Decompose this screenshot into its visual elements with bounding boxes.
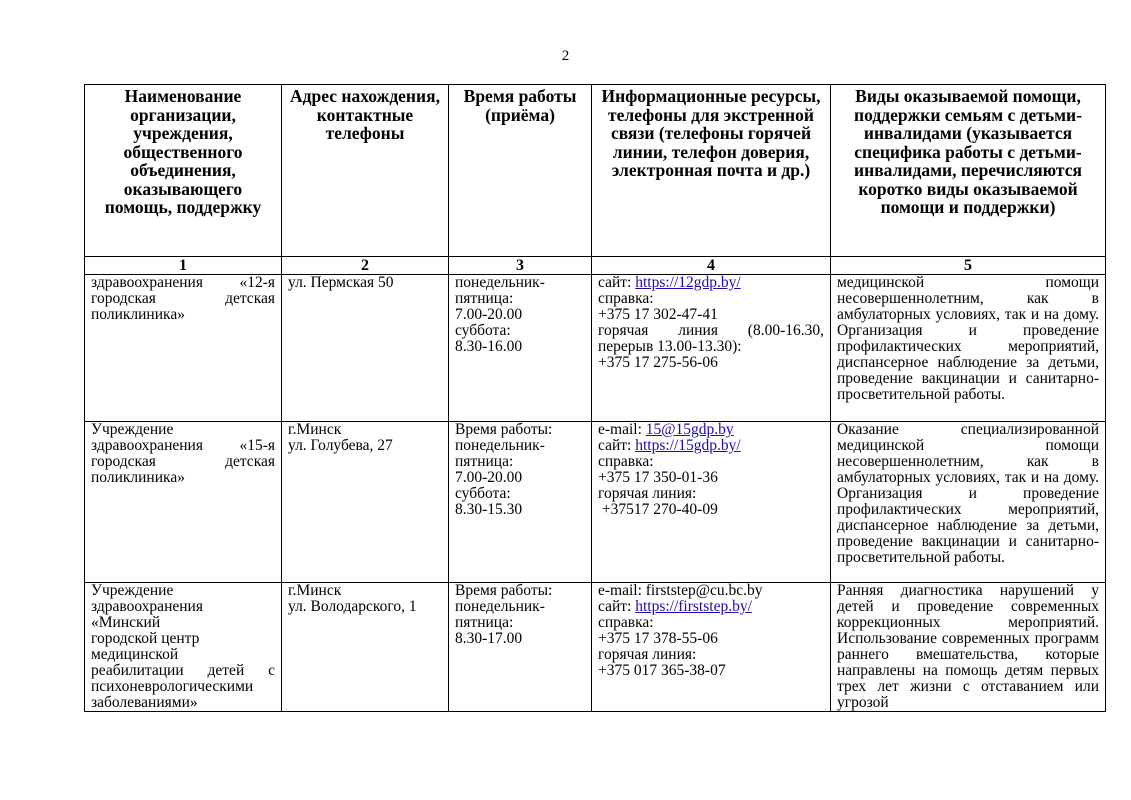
email-line: e-mail: firststep@cu.bc.by — [598, 582, 763, 599]
header-contacts: Информационные ресурсы, телефоны для экстренной связи (телефоны горячей линии, телефон доверия, электронная почта и др.) — [592, 85, 831, 257]
address-line: г.Минск — [288, 421, 342, 438]
site-link[interactable]: https://firststep.by/ — [635, 598, 752, 615]
site-link[interactable]: https://15gdp.by/ — [635, 437, 741, 454]
hours-cell — [449, 275, 592, 422]
hours-line: 7.00-20.00 — [455, 469, 523, 486]
site-label: сайт: — [598, 274, 636, 291]
table-row — [85, 275, 1106, 422]
hours-cell — [449, 583, 592, 712]
services-cell: Ранняя диагностика нарушений у детей и проведение современных коррекционных мероприятий. Использование современных программ раннего вмешательства, которые направлены на помощь детям первых трех лет жизни с отставанием или угрозой — [831, 583, 1106, 712]
address-line: ул. Володарского, 1 — [288, 598, 417, 615]
column-number: 1 — [85, 257, 282, 275]
header-hours: Время работы (приёма) — [449, 85, 592, 257]
address-line: г.Минск — [288, 582, 342, 599]
contact-line: справка: — [598, 453, 654, 470]
hours-line: суббота: — [455, 485, 511, 502]
org-name-line: психоневрологическими — [91, 678, 254, 695]
org-name-line: здравоохранения «15-я — [91, 437, 275, 454]
org-name-line: городской центр — [91, 630, 200, 647]
contact-line: горячая линия: — [598, 485, 697, 502]
contact-line: перерыв 13.00-13.30): — [598, 338, 742, 355]
page-number: 2 — [561, 48, 570, 64]
org-name-cell — [85, 422, 282, 583]
contact-line: +375 017 365-38-07 — [598, 662, 726, 679]
address-line: ул. Пермская 50 — [288, 274, 394, 291]
org-name-line: реабилитации детей с — [91, 662, 275, 679]
header-services: Виды оказываемой помощи, поддержки семьям с детьми-инвалидами (указывается специфика работы с детьми-инвалидами, перечисляются коротко виды оказываемой помощи и поддержки) — [831, 85, 1106, 257]
contact-line: +375 17 350-01-36 — [598, 469, 718, 486]
org-name-line: поликлиника» — [91, 306, 185, 323]
hours-line: 7.00-20.00 — [455, 306, 523, 323]
address-cell — [282, 583, 449, 712]
hours-line: Время работы: — [455, 421, 553, 438]
address-line: ул. Голубева, 27 — [288, 437, 393, 454]
site-line — [598, 438, 824, 454]
site-label: сайт: — [598, 437, 636, 454]
column-number: 4 — [592, 257, 831, 275]
org-name-line: городская детская — [91, 290, 275, 307]
hours-line: суббота: — [455, 322, 511, 339]
contact-line: +37517 270-40-09 — [598, 501, 718, 518]
address-cell — [282, 422, 449, 583]
contact-line: +375 17 302-47-41 — [598, 306, 718, 323]
org-name-line: Учреждение — [91, 582, 174, 599]
hours-line: 8.30-17.00 — [455, 630, 523, 647]
org-name-line: поликлиника» — [91, 469, 185, 486]
site-line — [598, 599, 824, 615]
org-name-line: Учреждение — [91, 421, 174, 438]
column-number: 2 — [282, 257, 449, 275]
hours-line: 8.30-16.00 — [455, 338, 523, 355]
contacts-cell — [592, 422, 831, 583]
email-label: e-mail: — [598, 421, 646, 438]
hours-line: понедельник- — [455, 437, 545, 454]
contacts-cell — [592, 583, 831, 712]
header-organization: Наименование организации, учреждения, общественного объединения, оказывающего помощь, поддержку — [85, 85, 282, 257]
services-cell: медицинской помощи несовершеннолетним, как в амбулаторных условиях, так и на дому. Организация и проведение профилактических мероприятий, диспансерное наблюдение за детьми, проведение вакцинации и санитарно-просветительной работы. — [831, 275, 1106, 422]
org-name-line: здравоохранения — [91, 598, 203, 615]
address-cell — [282, 275, 449, 422]
hours-line: пятница: — [455, 453, 514, 470]
hours-line: понедельник- — [455, 598, 545, 615]
services-cell: Оказание специализированной медицинской помощи несовершеннолетним, как в амбулаторных условиях, так и на дому. Организация и проведение профилактических мероприятий, диспансерное наблюдение за детьми, проведение вакцинации и санитарно-просветительной работы. — [831, 422, 1106, 583]
hours-line: пятница: — [455, 614, 514, 631]
org-name-line: «Минский — [91, 614, 161, 631]
site-label: сайт: — [598, 598, 636, 615]
org-name-line: заболеваниями» — [91, 694, 198, 711]
table-row — [85, 583, 1106, 712]
org-name-line: городская детская — [91, 453, 275, 470]
hours-cell — [449, 422, 592, 583]
contact-line: +375 17 275-56-06 — [598, 354, 718, 371]
org-name-cell — [85, 583, 282, 712]
column-numbers-row — [85, 257, 1106, 275]
table-header-row — [85, 85, 1106, 257]
hours-line: Время работы: — [455, 582, 553, 599]
email-line — [598, 422, 824, 438]
contacts-cell — [592, 275, 831, 422]
contact-line: +375 17 378-55-06 — [598, 630, 718, 647]
contact-line: справка: — [598, 614, 654, 631]
column-number: 3 — [449, 257, 592, 275]
table-row — [85, 422, 1106, 583]
hours-line: 8.30-15.30 — [455, 501, 523, 518]
column-number: 5 — [831, 257, 1106, 275]
hours-line: понедельник- — [455, 274, 545, 291]
contact-line: горячая линия (8.00-16.30, — [598, 322, 824, 339]
org-name-line: здравоохранения «12-я — [91, 274, 275, 291]
site-link[interactable]: https://12gdp.by/ — [635, 274, 741, 291]
org-name-line: медицинской — [91, 646, 179, 663]
org-name-cell — [85, 275, 282, 422]
organizations-table — [84, 84, 1106, 712]
email-link[interactable]: 15@15gdp.by — [645, 421, 734, 438]
site-line — [598, 275, 824, 291]
contact-line: горячая линия: — [598, 646, 697, 663]
hours-line: пятница: — [455, 290, 514, 307]
contact-line: справка: — [598, 290, 654, 307]
header-address: Адрес нахождения, контактные телефоны — [282, 85, 449, 257]
